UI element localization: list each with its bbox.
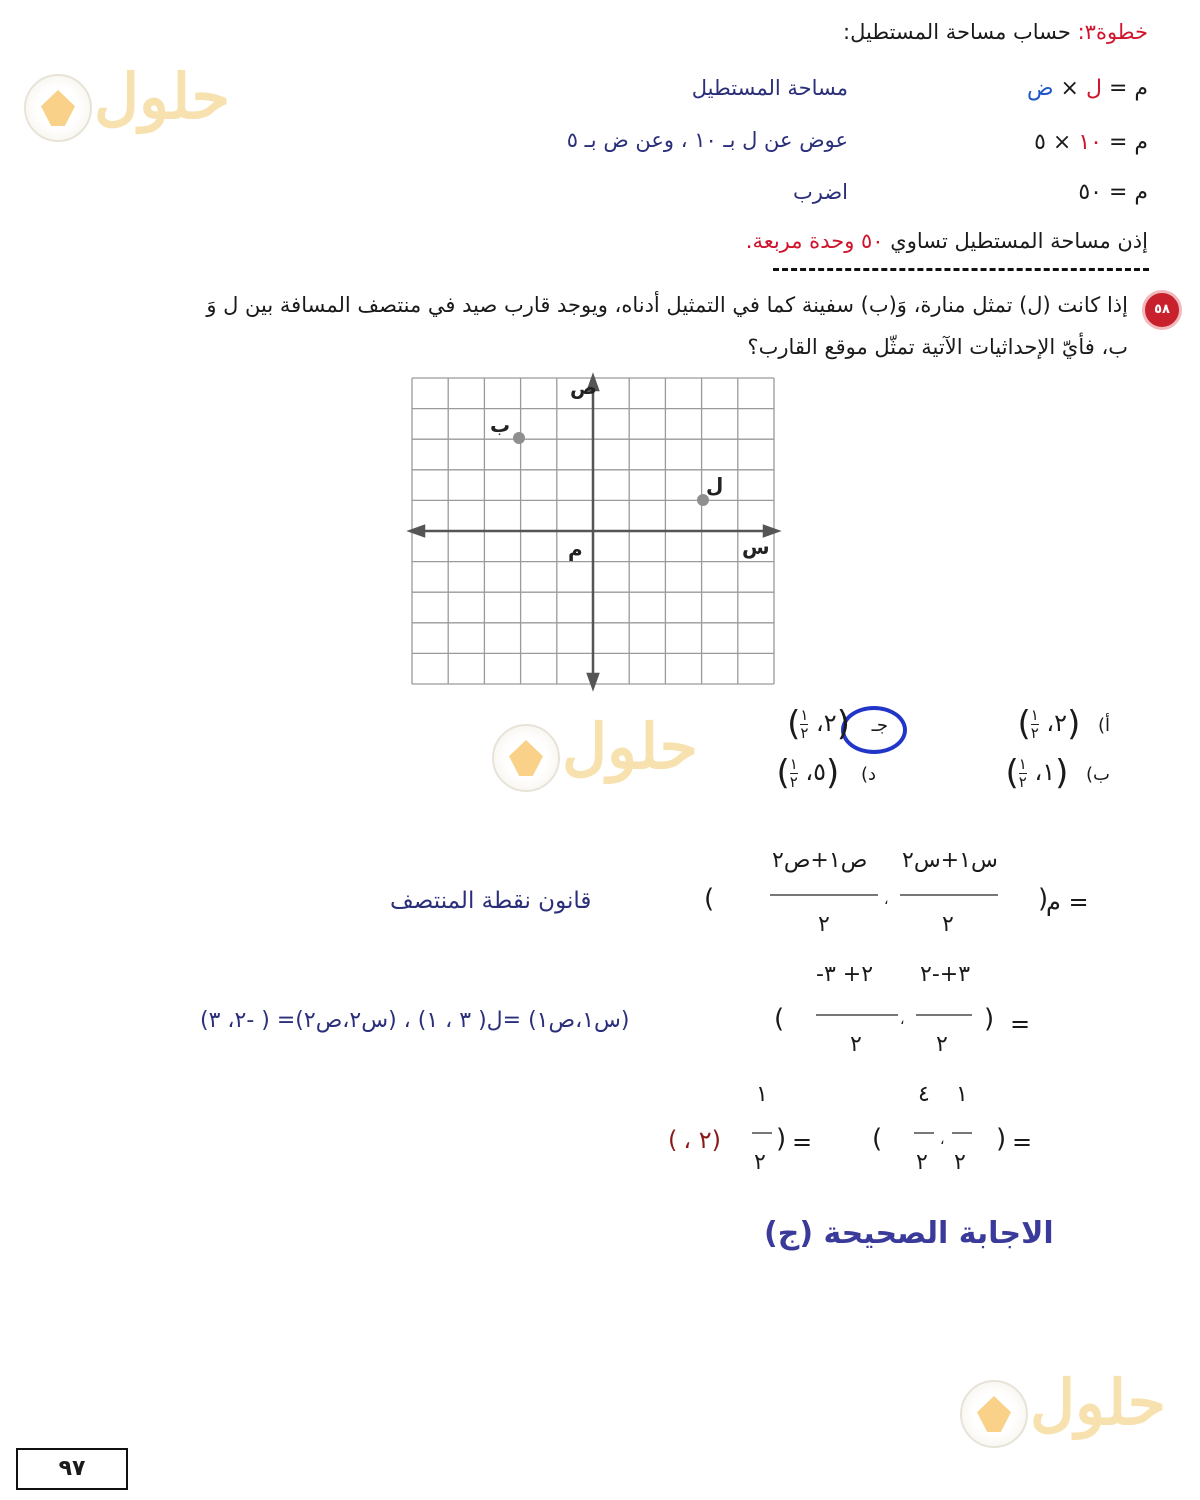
row2-fraction-bar-1 (916, 1014, 972, 1016)
correct-answer: الاجابة الصحيحة (ج) (764, 1216, 1054, 1251)
watermark-emblem-icon (492, 724, 560, 792)
row2-eq: = (1010, 1010, 1031, 1038)
area-note-3: اضرب (792, 180, 848, 204)
y-axis-arrow-down (588, 674, 598, 688)
row3-fraction-bar-2 (914, 1132, 934, 1134)
row3-num1: ١ (956, 1082, 968, 1107)
row2-fraction-bar-2 (816, 1014, 898, 1016)
watermark-logo-bottom: حلول (960, 1372, 1165, 1452)
watermark-emblem-icon (960, 1380, 1028, 1448)
y-axis-label: ص (570, 375, 597, 399)
choice-a[interactable]: أ) (٢، $\frac{١}{٢}$ ) (1017, 704, 1110, 744)
question-text-line2: ب، فأيّ الإحداثيات الآتية تمثّل موقع القارب؟ (747, 335, 1128, 359)
row2-close-paren: ) (984, 1004, 995, 1034)
page-number-box (16, 1448, 128, 1490)
midpoint-den1: ٢ (942, 912, 954, 937)
row2-num1: ٣+-٢ (920, 962, 971, 987)
watermark-emblem-icon (24, 74, 92, 142)
row3-den2: ٢ (916, 1150, 928, 1175)
row3-result-tail: ( ، ٢) (668, 1126, 722, 1154)
question-text-line1: إذا كانت (ل) تمثل منارة، وَ(ب) سفينة كما في التمثيل أدناه، ويوجد قارب صيد في منتصف المسافة بين ل وَ (206, 293, 1128, 317)
question-number-badge: ٥٨ (1142, 290, 1182, 330)
row3-den1: ٢ (954, 1150, 966, 1175)
row3-close-paren-2: ) (776, 1124, 787, 1154)
row2-open-paren: ( (774, 1004, 785, 1034)
graph-axes (410, 376, 778, 688)
choice-d[interactable]: د) (٥، $\frac{١}{٢}$ ) (776, 753, 876, 793)
row3-result-num: ١ (756, 1082, 768, 1107)
row2-num2: -٢+ ٣ (816, 962, 874, 987)
point-b-label: ب (490, 413, 511, 437)
midpoint-lhs: م = (1046, 888, 1089, 916)
row3-fraction-bar-1 (952, 1132, 972, 1134)
step3-label: خطوة٣: (1077, 20, 1148, 44)
area-note-1: مساحة المستطيل (691, 76, 848, 100)
area-eq-3: م = ٥٠ (1078, 180, 1148, 205)
midpoint-fraction-bar-2 (770, 894, 878, 896)
row3-comma: ، (940, 1132, 945, 1148)
point-b (513, 432, 525, 444)
midpoint-close-paren-1: ) (1038, 884, 1049, 914)
area-note-2: عوض عن ل بـ ١٠ ، وعن ض بـ ٥ (566, 128, 848, 152)
origin-label: م (568, 537, 583, 561)
row3-num2: ٤ (918, 1082, 930, 1107)
row2-den1: ٢ (936, 1032, 948, 1057)
choice-b[interactable]: ب) (١، $\frac{١}{٢}$ ) (1005, 753, 1110, 793)
step3-title (843, 20, 1148, 44)
midpoint-num1: س١+س٢ (902, 848, 998, 873)
row3-open-paren: ( (872, 1124, 883, 1154)
midpoint-comma-1: ، (884, 892, 889, 908)
row3-result-bar (752, 1132, 772, 1134)
row3-close-paren: ) (996, 1124, 1007, 1154)
midpoint-fraction-bar-1 (900, 894, 998, 896)
step3-heading: حساب مساحة المستطيل: (843, 20, 1071, 44)
coordinate-graph (400, 372, 790, 692)
midpoint-open-paren-1: ( (704, 884, 715, 914)
point-l-label: ل (706, 473, 724, 497)
midpoint-rule-name: قانون نقطة المنتصف (390, 888, 592, 914)
choice-c[interactable]: جـ (٢، $\frac{١}{٢}$ ) (787, 704, 888, 744)
midpoint-den2: ٢ (818, 912, 830, 937)
area-eq-2: م = ١٠ × ٥ (1034, 130, 1148, 155)
x-axis-label: س (742, 535, 770, 559)
row3-eq2: = (792, 1128, 813, 1156)
watermark-logo-middle: حلول (492, 716, 697, 796)
page-number: ٩٧ (58, 1456, 86, 1481)
area-eq-1: م = ل × ض (1026, 76, 1148, 101)
area-conclusion: إذن مساحة المستطيل تساوي ٥٠ وحدة مربعة. (745, 229, 1148, 253)
row3-result-den: ٢ (754, 1150, 766, 1175)
watermark-logo-top: حلول (24, 66, 229, 146)
row3-eq: = (1012, 1128, 1033, 1156)
row2-den2: ٢ (850, 1032, 862, 1057)
row2-comma: ، (900, 1012, 905, 1028)
row2-given-points: (س١،ص١) =ل( ٣ ، ١) ، (س٢،ص٢)= ( -٢، ٣) (200, 1008, 630, 1033)
dashed-divider (773, 268, 1149, 271)
midpoint-num2: ص١+ص٢ (772, 848, 868, 873)
